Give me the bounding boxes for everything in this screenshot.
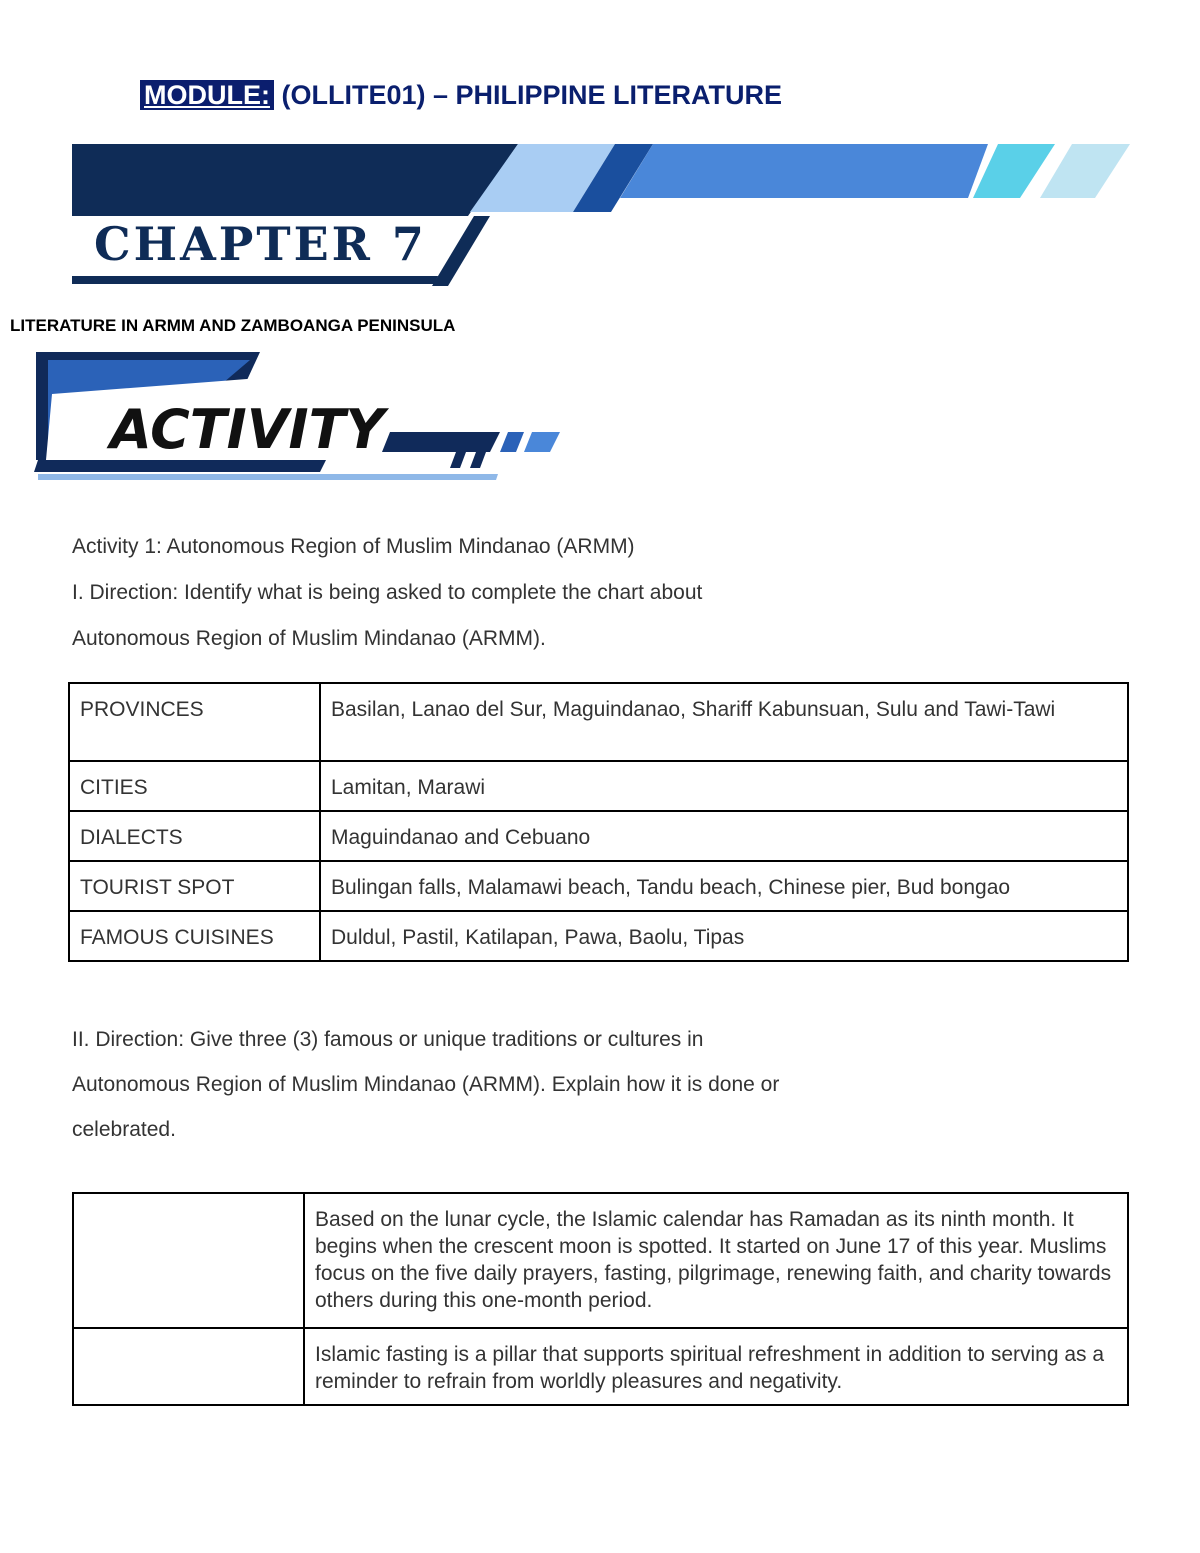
chart-label: CITIES: [69, 761, 320, 811]
table-row: [69, 683, 1128, 761]
tradition-label: [73, 1193, 304, 1328]
chapter-subtitle: LITERATURE IN ARMM AND ZAMBOANGA PENINSULA: [10, 316, 456, 335]
tradition-description: Islamic fasting is a pillar that supports spiritual refreshment in addition to serving as a reminder to refrain from worldly pleasures and negativity.: [304, 1328, 1128, 1405]
table-row: [73, 1193, 1128, 1328]
activity-banner: [30, 348, 570, 488]
activity1-direction-line2: Autonomous Region of Muslim Mindanao (ARMM).: [72, 627, 546, 650]
table-row: [69, 861, 1128, 911]
module-title: [140, 80, 782, 111]
table-row: [69, 911, 1128, 961]
module-label: MODULE:: [140, 80, 274, 110]
traditions-table: [72, 1192, 1129, 1406]
chart-value: Basilan, Lanao del Sur, Maguindanao, Shariff Kabunsuan, Sulu and Tawi-Tawi: [320, 683, 1128, 761]
module-course-title: (OLLITE01) – PHILIPPINE LITERATURE: [273, 80, 783, 110]
armm-chart-table: [68, 682, 1129, 962]
chart-label: FAMOUS CUISINES: [69, 911, 320, 961]
table-row: [69, 811, 1128, 861]
direction2-line3: celebrated.: [72, 1118, 176, 1141]
activity-title: ACTIVITY: [110, 398, 385, 461]
tradition-description: Based on the lunar cycle, the Islamic calendar has Ramadan as its ninth month. It begins when the crescent moon is spotted. It started on June 17 of this year. Muslims focus on the five daily prayers, fasting, pilgrimage, renewing faith, and charity towards others during this one-month period.: [304, 1193, 1128, 1328]
chart-value: Bulingan falls, Malamawi beach, Tandu beach, Chinese pier, Bud bongao: [320, 861, 1128, 911]
direction2-line1: II. Direction: Give three (3) famous or unique traditions or cultures in: [72, 1028, 704, 1051]
chart-value: Duldul, Pastil, Katilapan, Pawa, Baolu, Tipas: [320, 911, 1128, 961]
activity1-title: Activity 1: Autonomous Region of Muslim Mindanao (ARMM): [72, 535, 635, 558]
chapter-title: CHAPTER 7: [94, 217, 427, 271]
chart-label: DIALECTS: [69, 811, 320, 861]
table-row: [69, 761, 1128, 811]
chapter-banner: [70, 140, 1135, 292]
direction2-line2: Autonomous Region of Muslim Mindanao (ARMM). Explain how it is done or: [72, 1073, 780, 1096]
chart-value: Lamitan, Marawi: [320, 761, 1128, 811]
chart-label: PROVINCES: [69, 683, 320, 761]
chart-value: Maguindanao and Cebuano: [320, 811, 1128, 861]
activity1-direction-line1: I. Direction: Identify what is being asked to complete the chart about: [72, 581, 703, 604]
tradition-label: [73, 1328, 304, 1405]
table-row: [73, 1328, 1128, 1405]
chart-label: TOURIST SPOT: [69, 861, 320, 911]
